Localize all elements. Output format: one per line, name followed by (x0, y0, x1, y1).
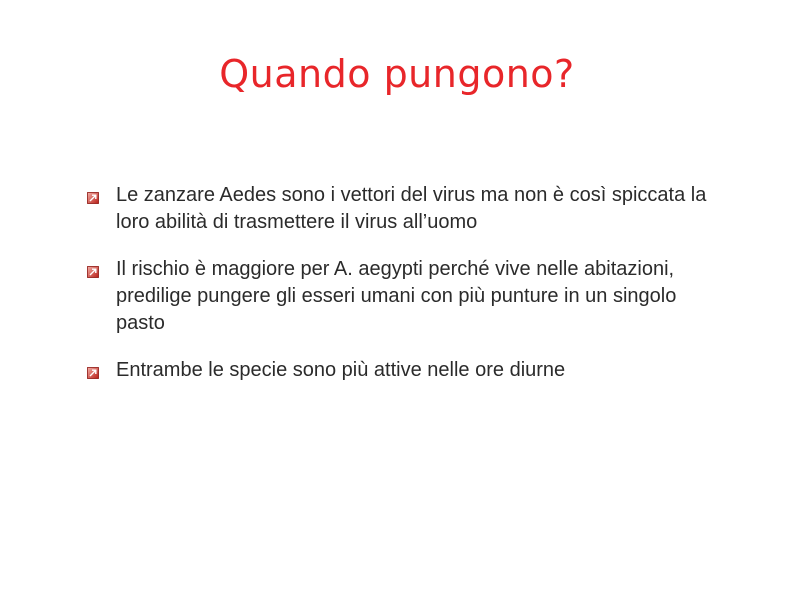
bullet-text: Le zanzare Aedes sono i vettori del virus ma non è così spiccata la loro abilità di trasmettere il virus all’uomo (116, 184, 707, 233)
arrow-box-icon (87, 367, 99, 379)
bullet-list (87, 182, 707, 384)
arrow-box-icon (87, 192, 99, 204)
slide-title: Quando pungono? (219, 52, 575, 96)
bullet-text: Il rischio è maggiore per A. aegypti perché vive nelle abitazioni, predilige pungere gli esseri umani con più punture in un singolo pasto (116, 258, 677, 334)
bullet-text: Entrambe le specie sono più attive nelle ore diurne (116, 359, 566, 381)
bullet-item (87, 182, 707, 236)
arrow-box-icon (87, 266, 99, 278)
bullet-item (87, 256, 707, 337)
bullet-item (87, 357, 707, 384)
